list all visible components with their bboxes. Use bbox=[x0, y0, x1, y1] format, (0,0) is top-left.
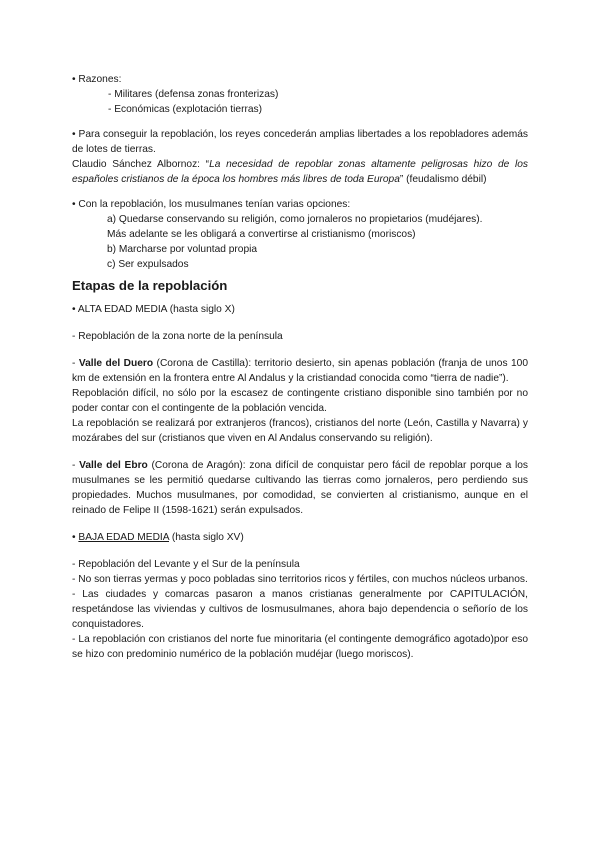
baja-item-mudejar: - La repoblación con cristianos del norte fue minoritaria (el contingente demográfico agotado)por eso se hizo con predominio numérico de la población mudéjar (luego moriscos). bbox=[72, 634, 528, 660]
opcion-a: a) Quedarse conservando su religión, como jornaleros no propietarios (mudéjares). bbox=[107, 214, 483, 225]
quote-end: ” (feudalismo débil) bbox=[399, 174, 487, 185]
duero-text: (Corona de Castilla): territorio desierto, sin apenas población (franja de unos 100 km de extensión en la frontera entre Al Andalus y la cristiandad conocida como “tierra de nadie”). bbox=[72, 358, 528, 384]
baja-item-levante: - Repoblación del Levante y el Sur de la península bbox=[72, 559, 300, 570]
libertades-paragraph: • Para conseguir la repoblación, los reyes concederán amplias libertades a los repobladores además de lotes de tierras. bbox=[72, 129, 528, 155]
razones-item-economicas: - Económicas (explotación tierras) bbox=[108, 104, 263, 115]
razones-item-militares: - Militares (defensa zonas fronterizas) bbox=[108, 89, 279, 100]
razones-title: • Razones: bbox=[72, 74, 122, 85]
opcion-c: c) Ser expulsados bbox=[107, 259, 189, 270]
duero-paragraph bbox=[72, 356, 528, 386]
ebro-dash: - bbox=[72, 460, 80, 471]
baja-item-tierras: - No son tierras yermas y poco pobladas sino territorios ricos y fértiles, con muchos núcleos urbanos. bbox=[72, 574, 528, 585]
duero-dash: - bbox=[72, 358, 79, 369]
baja-item-capitulacion: - Las ciudades y comarcas pasaron a manos cristianas generalmente por CAPITULACIÓN, respetándose las viviendas y cultivos de losmusulmanes, ahora bajo dependencia o señorío de los conquistadores. bbox=[72, 589, 528, 630]
baja-bullet: • bbox=[72, 532, 79, 543]
ebro-paragraph bbox=[72, 458, 528, 518]
opcion-a-cont: Más adelante se les obligará a convertirse al cristianismo (moriscos) bbox=[107, 229, 416, 240]
duero-name: Valle del Duero bbox=[78, 358, 154, 369]
opcion-b: b) Marcharse por voluntad propia bbox=[107, 244, 258, 255]
quote-text: La necesidad de repoblar zonas altamente peligrosas hizo de los españoles cristianos de la época los hombres más libres de toda Europa bbox=[72, 159, 528, 185]
baja-label: BAJA EDAD MEDIA bbox=[78, 532, 169, 543]
document-page bbox=[72, 72, 528, 662]
alta-zona-norte: - Repoblación de la zona norte de la península bbox=[72, 331, 283, 342]
ebro-name: Valle del Ebro bbox=[79, 460, 148, 471]
duero-paragraph-2: Repoblación difícil, no sólo por la escasez de contingente cristiano disponible sino también por no poder contar con el contingente de la población vencida. bbox=[72, 388, 528, 414]
baja-edad-media bbox=[72, 530, 528, 545]
quote-author: Claudio Sánchez Albornoz: “ bbox=[72, 159, 210, 170]
duero-paragraph-3: La repoblación se realizará por extranjeros (francos), cristianos del norte (León, Castilla y Navarra) y mozárabes del sur (cristianos que viven en Al Andalus conservando su religión). bbox=[72, 418, 528, 444]
baja-rest: (hasta siglo XV) bbox=[169, 532, 244, 543]
etapas-heading: Etapas de la repoblación bbox=[72, 278, 228, 293]
alta-edad-media: • ALTA EDAD MEDIA (hasta siglo X) bbox=[72, 304, 235, 315]
ebro-text: (Corona de Aragón): zona difícil de conquistar pero fácil de repoblar porque a los musulmanes se les permitió quedarse cultivando las tierras como jornaleros, pero perdiendo sus propiedades. Muchos musulmanes, por comodidad, se convierten al cristianismo, aunque en el reinado de Felipe II (1598-1621) serán expulsados. bbox=[72, 460, 528, 516]
opciones-intro: • Con la repoblación, los musulmanes tenían varias opciones: bbox=[72, 199, 351, 210]
albornoz-quote bbox=[72, 157, 528, 187]
